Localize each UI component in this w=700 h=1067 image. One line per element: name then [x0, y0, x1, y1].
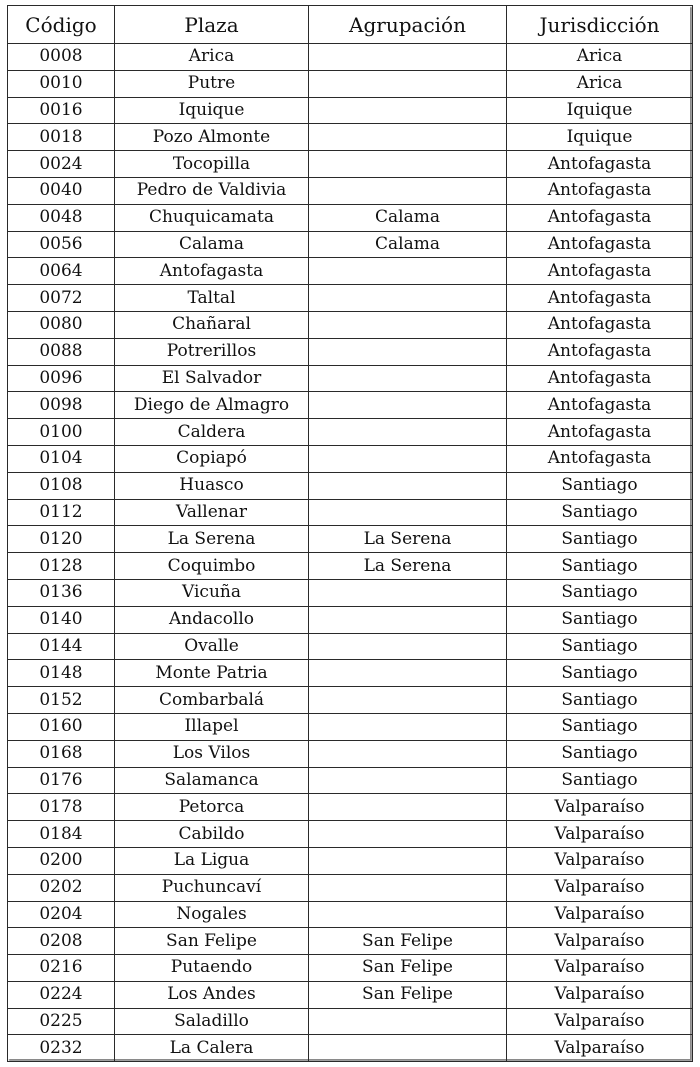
cell-plaza: Diego de Almagro	[115, 392, 309, 419]
cell-jurisdiccion: Valparaíso	[507, 821, 693, 848]
cell-jurisdiccion: Santiago	[507, 713, 693, 740]
cell-agrupacion	[309, 285, 507, 312]
cell-codigo: 0064	[8, 258, 115, 285]
cell-jurisdiccion: Valparaíso	[507, 1035, 693, 1062]
cell-codigo: 0010	[8, 70, 115, 97]
header-codigo: Código	[8, 6, 115, 44]
plazas-table	[7, 5, 693, 1062]
cell-agrupacion	[309, 472, 507, 499]
cell-agrupacion	[309, 606, 507, 633]
cell-plaza: Antofagasta	[115, 258, 309, 285]
cell-agrupacion	[309, 365, 507, 392]
cell-codigo: 0160	[8, 713, 115, 740]
cell-plaza: Cabildo	[115, 821, 309, 848]
table-row	[8, 70, 693, 97]
cell-codigo: 0232	[8, 1035, 115, 1062]
cell-codigo: 0140	[8, 606, 115, 633]
cell-jurisdiccion: Antofagasta	[507, 311, 693, 338]
cell-agrupacion: La Serena	[309, 553, 507, 580]
table-row	[8, 901, 693, 928]
cell-agrupacion	[309, 151, 507, 178]
cell-jurisdiccion: Valparaíso	[507, 901, 693, 928]
cell-codigo: 0008	[8, 44, 115, 71]
cell-codigo: 0224	[8, 981, 115, 1008]
cell-agrupacion	[309, 687, 507, 714]
cell-codigo: 0128	[8, 553, 115, 580]
cell-agrupacion	[309, 499, 507, 526]
cell-agrupacion	[309, 660, 507, 687]
cell-agrupacion	[309, 258, 507, 285]
cell-jurisdiccion: Valparaíso	[507, 928, 693, 955]
table-row	[8, 177, 693, 204]
cell-plaza: Copiapó	[115, 445, 309, 472]
cell-codigo: 0088	[8, 338, 115, 365]
cell-agrupacion	[309, 901, 507, 928]
table-row	[8, 365, 693, 392]
table-row	[8, 204, 693, 231]
table-row	[8, 713, 693, 740]
cell-codigo: 0208	[8, 928, 115, 955]
cell-plaza: Vallenar	[115, 499, 309, 526]
cell-agrupacion	[309, 97, 507, 124]
table-row	[8, 338, 693, 365]
cell-jurisdiccion: Antofagasta	[507, 151, 693, 178]
cell-jurisdiccion: Valparaíso	[507, 955, 693, 982]
cell-agrupacion	[309, 392, 507, 419]
cell-codigo: 0096	[8, 365, 115, 392]
cell-jurisdiccion: Iquique	[507, 124, 693, 151]
cell-plaza: Monte Patria	[115, 660, 309, 687]
cell-jurisdiccion: Arica	[507, 44, 693, 71]
cell-codigo: 0148	[8, 660, 115, 687]
cell-agrupacion: La Serena	[309, 526, 507, 553]
cell-plaza: Calama	[115, 231, 309, 258]
table-row	[8, 472, 693, 499]
cell-jurisdiccion: Santiago	[507, 579, 693, 606]
cell-jurisdiccion: Santiago	[507, 553, 693, 580]
table-row	[8, 151, 693, 178]
cell-jurisdiccion: Valparaíso	[507, 1008, 693, 1035]
cell-plaza: Los Vilos	[115, 740, 309, 767]
cell-agrupacion: Calama	[309, 231, 507, 258]
cell-codigo: 0204	[8, 901, 115, 928]
table-row	[8, 687, 693, 714]
cell-plaza: Salamanca	[115, 767, 309, 794]
cell-agrupacion	[309, 1008, 507, 1035]
cell-plaza: Puchuncaví	[115, 874, 309, 901]
table-row	[8, 445, 693, 472]
cell-jurisdiccion: Santiago	[507, 606, 693, 633]
cell-plaza: Putaendo	[115, 955, 309, 982]
cell-jurisdiccion: Antofagasta	[507, 338, 693, 365]
cell-codigo: 0112	[8, 499, 115, 526]
cell-jurisdiccion: Santiago	[507, 740, 693, 767]
table-row	[8, 44, 693, 71]
cell-jurisdiccion: Antofagasta	[507, 258, 693, 285]
cell-codigo: 0176	[8, 767, 115, 794]
cell-codigo: 0152	[8, 687, 115, 714]
table-header-row	[8, 6, 693, 44]
table-row	[8, 1035, 693, 1062]
cell-agrupacion: San Felipe	[309, 981, 507, 1008]
cell-jurisdiccion: Valparaíso	[507, 847, 693, 874]
cell-codigo: 0136	[8, 579, 115, 606]
table-row	[8, 660, 693, 687]
cell-plaza: San Felipe	[115, 928, 309, 955]
cell-agrupacion	[309, 445, 507, 472]
cell-codigo: 0018	[8, 124, 115, 151]
cell-agrupacion: San Felipe	[309, 928, 507, 955]
cell-plaza: Pedro de Valdivia	[115, 177, 309, 204]
table-row	[8, 847, 693, 874]
cell-jurisdiccion: Valparaíso	[507, 981, 693, 1008]
table-row	[8, 124, 693, 151]
cell-plaza: Pozo Almonte	[115, 124, 309, 151]
cell-jurisdiccion: Valparaíso	[507, 794, 693, 821]
cell-codigo: 0168	[8, 740, 115, 767]
cell-codigo: 0178	[8, 794, 115, 821]
cell-codigo: 0202	[8, 874, 115, 901]
cell-codigo: 0200	[8, 847, 115, 874]
cell-jurisdiccion: Antofagasta	[507, 204, 693, 231]
table-row	[8, 311, 693, 338]
cell-jurisdiccion: Antofagasta	[507, 285, 693, 312]
cell-plaza: Iquique	[115, 97, 309, 124]
cell-jurisdiccion: Antofagasta	[507, 445, 693, 472]
cell-plaza: Putre	[115, 70, 309, 97]
table-row	[8, 553, 693, 580]
table-row	[8, 874, 693, 901]
cell-plaza: Chañaral	[115, 311, 309, 338]
cell-codigo: 0216	[8, 955, 115, 982]
cell-codigo: 0100	[8, 419, 115, 446]
cell-agrupacion	[309, 740, 507, 767]
table-row	[8, 794, 693, 821]
table-row	[8, 97, 693, 124]
cell-agrupacion	[309, 821, 507, 848]
cell-agrupacion	[309, 419, 507, 446]
cell-agrupacion	[309, 70, 507, 97]
cell-jurisdiccion: Arica	[507, 70, 693, 97]
cell-jurisdiccion: Santiago	[507, 526, 693, 553]
cell-jurisdiccion: Iquique	[507, 97, 693, 124]
cell-plaza: Nogales	[115, 901, 309, 928]
cell-plaza: Potrerillos	[115, 338, 309, 365]
cell-codigo: 0144	[8, 633, 115, 660]
cell-codigo: 0104	[8, 445, 115, 472]
cell-plaza: Chuquicamata	[115, 204, 309, 231]
cell-codigo: 0072	[8, 285, 115, 312]
table-row	[8, 499, 693, 526]
cell-plaza: Petorca	[115, 794, 309, 821]
table-row	[8, 981, 693, 1008]
cell-jurisdiccion: Valparaíso	[507, 874, 693, 901]
cell-plaza: Saladillo	[115, 1008, 309, 1035]
cell-codigo: 0056	[8, 231, 115, 258]
cell-jurisdiccion: Santiago	[507, 472, 693, 499]
header-agrupacion: Agrupación	[309, 6, 507, 44]
cell-plaza: Coquimbo	[115, 553, 309, 580]
table-row	[8, 606, 693, 633]
cell-plaza: Tocopilla	[115, 151, 309, 178]
cell-plaza: La Calera	[115, 1035, 309, 1062]
cell-jurisdiccion: Antofagasta	[507, 177, 693, 204]
cell-agrupacion: Calama	[309, 204, 507, 231]
table-row	[8, 955, 693, 982]
cell-plaza: Caldera	[115, 419, 309, 446]
table-row	[8, 633, 693, 660]
cell-codigo: 0024	[8, 151, 115, 178]
cell-plaza: Vicuña	[115, 579, 309, 606]
cell-agrupacion	[309, 767, 507, 794]
cell-codigo: 0108	[8, 472, 115, 499]
cell-codigo: 0184	[8, 821, 115, 848]
table-row	[8, 740, 693, 767]
cell-plaza: La Ligua	[115, 847, 309, 874]
cell-plaza: Combarbalá	[115, 687, 309, 714]
cell-jurisdiccion: Antofagasta	[507, 231, 693, 258]
cell-jurisdiccion: Santiago	[507, 660, 693, 687]
table-row	[8, 1008, 693, 1035]
cell-agrupacion: San Felipe	[309, 955, 507, 982]
cell-agrupacion	[309, 311, 507, 338]
cell-plaza: El Salvador	[115, 365, 309, 392]
table-row	[8, 392, 693, 419]
cell-codigo: 0098	[8, 392, 115, 419]
cell-codigo: 0080	[8, 311, 115, 338]
cell-plaza: Ovalle	[115, 633, 309, 660]
header-plaza: Plaza	[115, 6, 309, 44]
cell-plaza: Taltal	[115, 285, 309, 312]
cell-codigo: 0120	[8, 526, 115, 553]
header-jurisdiccion: Jurisdicción	[507, 6, 693, 44]
table-row	[8, 285, 693, 312]
cell-jurisdiccion: Antofagasta	[507, 365, 693, 392]
cell-jurisdiccion: Santiago	[507, 687, 693, 714]
cell-plaza: Los Andes	[115, 981, 309, 1008]
table-row	[8, 928, 693, 955]
cell-plaza: Arica	[115, 44, 309, 71]
table-row	[8, 526, 693, 553]
cell-jurisdiccion: Antofagasta	[507, 392, 693, 419]
cell-agrupacion	[309, 633, 507, 660]
cell-jurisdiccion: Santiago	[507, 499, 693, 526]
cell-codigo: 0016	[8, 97, 115, 124]
cell-jurisdiccion: Santiago	[507, 767, 693, 794]
cell-agrupacion	[309, 338, 507, 365]
cell-plaza: Huasco	[115, 472, 309, 499]
table-row	[8, 231, 693, 258]
cell-agrupacion	[309, 874, 507, 901]
cell-jurisdiccion: Antofagasta	[507, 419, 693, 446]
table-row	[8, 821, 693, 848]
table-row	[8, 767, 693, 794]
cell-codigo: 0048	[8, 204, 115, 231]
cell-codigo: 0225	[8, 1008, 115, 1035]
cell-codigo: 0040	[8, 177, 115, 204]
cell-agrupacion	[309, 794, 507, 821]
cell-plaza: Illapel	[115, 713, 309, 740]
cell-plaza: Andacollo	[115, 606, 309, 633]
cell-agrupacion	[309, 1035, 507, 1062]
table-row	[8, 258, 693, 285]
cell-jurisdiccion: Santiago	[507, 633, 693, 660]
cell-agrupacion	[309, 847, 507, 874]
table-row	[8, 579, 693, 606]
cell-agrupacion	[309, 713, 507, 740]
table-row	[8, 419, 693, 446]
table-body	[8, 44, 693, 1062]
cell-agrupacion	[309, 124, 507, 151]
cell-plaza: La Serena	[115, 526, 309, 553]
table-frame	[7, 5, 690, 1059]
cell-agrupacion	[309, 177, 507, 204]
cell-agrupacion	[309, 44, 507, 71]
cell-agrupacion	[309, 579, 507, 606]
